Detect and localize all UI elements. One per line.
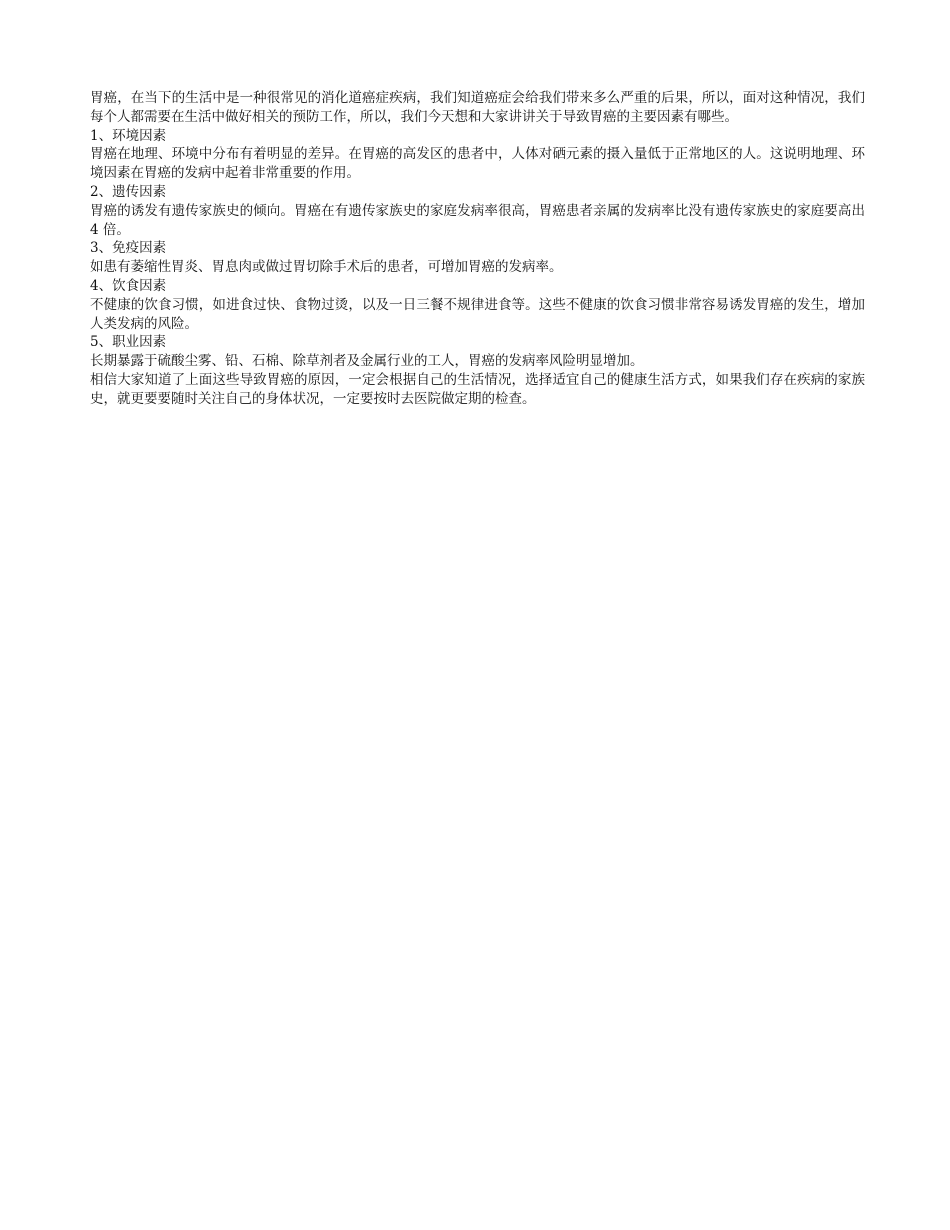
section-body-immune: 如患有萎缩性胃炎、胃息肉或做过胃切除手术后的患者，可增加胃癌的发病率。	[90, 259, 563, 276]
section-body-genetic: 胃癌的诱发有遗传家族史的倾向。胃癌在有遗传家族史的家庭发病率很高，胃癌患者亲属的发病率比没有遗传家族史的家庭要高出 4 倍。	[90, 202, 865, 238]
section-body-diet: 不健康的饮食习惯，如进食过快、食物过烫，以及一日三餐不规律进食等。这些不健康的饮食习惯非常容易诱发胃癌的发生，增加人类发病的风险。	[90, 296, 865, 332]
section-heading-environment: 1、环境因素	[90, 127, 167, 144]
section-heading-diet: 4、饮食因素	[90, 277, 167, 294]
section-heading-genetic: 2、遗传因素	[90, 183, 167, 200]
section-heading-immune: 3、免疫因素	[90, 240, 167, 257]
document-page	[90, 89, 865, 409]
section-body-occupation: 长期暴露于硫酸尘雾、铅、石棉、除草剂者及金属行业的工人，胃癌的发病率风险明显增加。	[90, 353, 644, 370]
conclusion-paragraph: 相信大家知道了上面这些导致胃癌的原因，一定会根据自己的生活情况，选择适宜自己的健康生活方式，如果我们存在疾病的家族史，就更要要随时关注自己的身体状况，一定要按时去医院做定期的检查。	[90, 371, 865, 407]
section-body-environment: 胃癌在地理、环境中分布有着明显的差异。在胃癌的高发区的患者中，人体对硒元素的摄入量低于正常地区的人。这说明地理、环境因素在胃癌的发病中起着非常重要的作用。	[90, 146, 865, 182]
section-heading-occupation: 5、职业因素	[90, 334, 167, 351]
intro-paragraph: 胃癌，在当下的生活中是一种很常见的消化道癌症疾病，我们知道癌症会给我们带来多么严重的后果，所以，面对这种情况，我们每个人都需要在生活中做好相关的预防工作，所以，我们今天想和大家讲讲关于导致胃癌的主要因素有哪些。	[90, 90, 865, 125]
